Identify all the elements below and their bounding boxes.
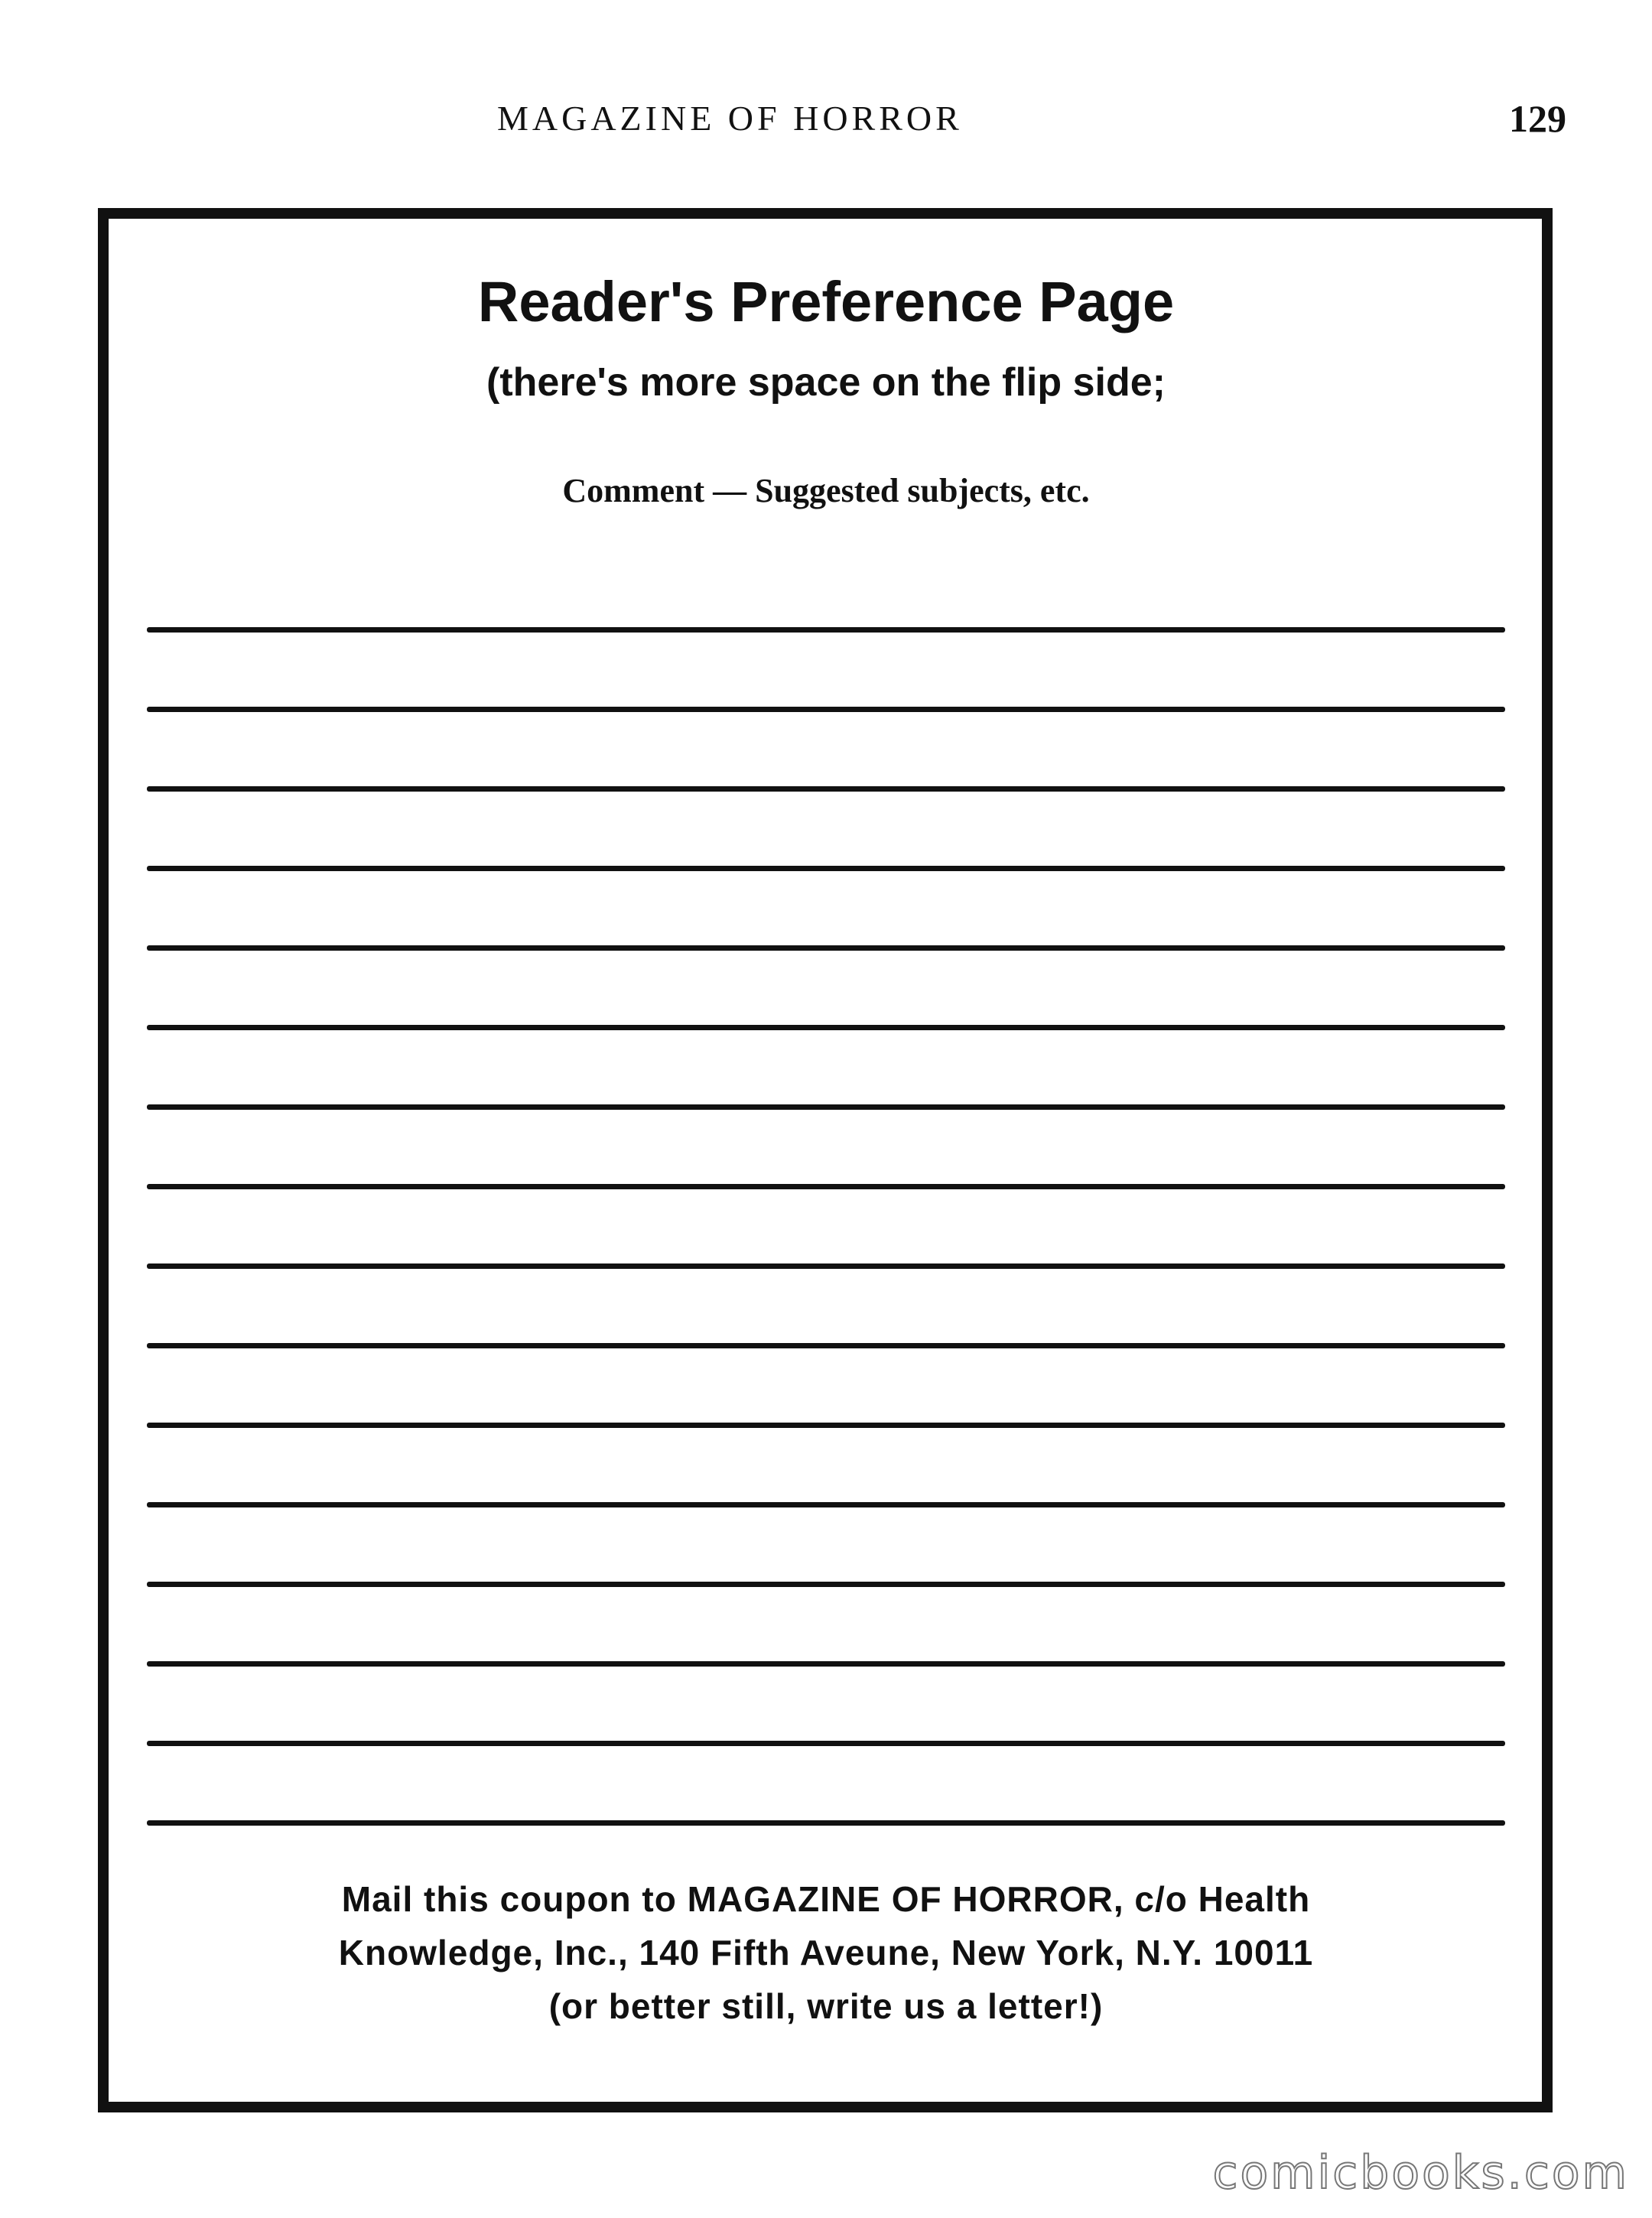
writing-line	[147, 707, 1505, 712]
writing-line	[147, 1741, 1505, 1746]
mailing-line-2: Knowledge, Inc., 140 Fifth Aveune, New York, N.Y. 10011	[338, 1933, 1314, 1972]
writing-line	[147, 1104, 1505, 1110]
coupon-title: Reader's Preference Page	[477, 270, 1175, 333]
writing-lines	[147, 627, 1505, 1900]
comment-prompt: Comment — Suggested subjects, etc.	[562, 472, 1090, 509]
writing-line	[147, 1661, 1505, 1667]
page-number: 129	[1509, 97, 1566, 140]
writing-line	[147, 945, 1505, 951]
writing-line	[147, 1263, 1505, 1269]
writing-line	[147, 627, 1505, 633]
writing-line	[147, 1184, 1505, 1189]
running-title: MAGAZINE OF HORROR	[497, 99, 963, 138]
coupon-subtitle: (there's more space on the flip side;	[486, 360, 1166, 405]
watermark: comicbooks.com	[1212, 2146, 1629, 2200]
writing-line	[147, 1423, 1505, 1428]
writing-line	[147, 1025, 1505, 1030]
mailing-instructions	[0, 1872, 1652, 2033]
mailing-line-1: Mail this coupon to MAGAZINE OF HORROR, c/o Health	[341, 1879, 1311, 1919]
writing-line	[147, 1582, 1505, 1587]
writing-line	[147, 786, 1505, 792]
writing-line	[147, 1502, 1505, 1507]
writing-line	[147, 1343, 1505, 1348]
writing-line	[147, 866, 1505, 871]
mailing-line-3: (or better still, write us a letter!)	[548, 1986, 1104, 2026]
writing-line	[147, 1820, 1505, 1826]
